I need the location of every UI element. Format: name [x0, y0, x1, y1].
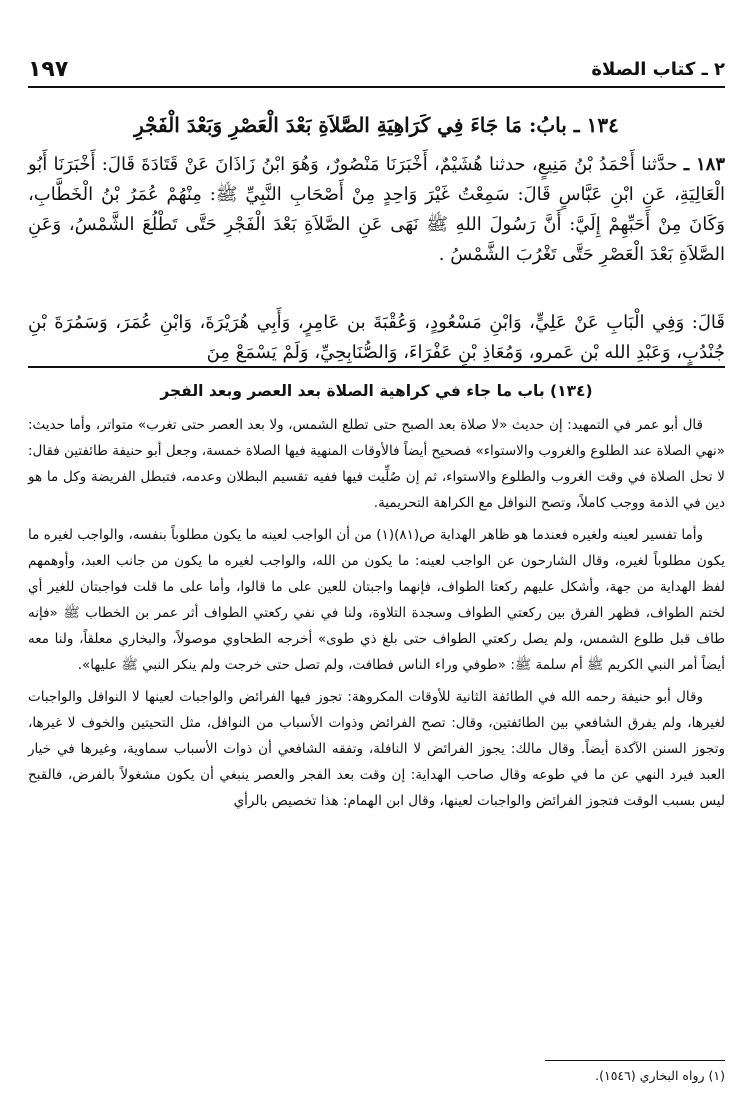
section-divider	[28, 366, 725, 368]
hadith-number: ١٨٣ ـ	[683, 154, 726, 175]
page-header	[28, 52, 725, 88]
hadith-body: حدَّثنا أَحْمَدُ بْنُ مَنِيعٍ، حدثنا هُشَيْمٌ، أَخْبَرَنَا مَنْصُورٌ، وَهُوَ ابْنُ زَاذَانَ عَنْ قَتَادَةَ قَالَ: أَخْبَرَنَا أَبُو الْعَالِيَةِ، عَنِ ابْنِ عَبَّاسٍ قَالَ: سَمِعْتُ غَيْرَ وَاحِدٍ مِنْ أَصْحَابِ النَّبِيِّ ﷺ: مِنْهُمْ عُمَرُ بْنُ الْخَطَّابِ، وَكَانَ مِنْ أَحَبِّهِمْ إِلَيَّ: أَنَّ رَسُولَ اللهِ ﷺ نَهَى عَنِ الصَّلاَةِ بَعْدَ الْفَجْرِ حَتَّى تَطْلُعَ الشَّمْسُ، وَعَنِ الصَّلاَةِ بَعْدَ الْعَصْرِ حَتَّى تَغْرُبَ الشَّمْسُ .	[28, 154, 725, 265]
commentary-paragraph: وأما تفسير لعينه ولغيره فعندما هو ظاهر الهداية ص(٨١)(١) من أن الواجب لعينه ما يكون مطلوباً بنفسه، والواجب لغيره ما يكون مطلوباً لغيره، وقال الشارحون عن الواجب لعينه: ما يكون من الله، والواجب لغيره ما يكون من جانب العبد، وأوهمهم لفظ الهداية من جهة، وأشكل عليهم ركعتا الطواف، فإنهما واجبتان للعين على ما قالوا، وأما على ما قلت فواجبتان للغير أي لختم الطواف، فظهر الفرق بين ركعتي الطواف وسجدة التلاوة، ولنا في نفي ركعتي الطواف أثر عمر بن الخطاب ﷺ «فإنه طاف قبل طلوع الشمس، ولم يصل ركعتي الطواف حتى بلغ ذي طوى» أخرجه الطحاوي موصولاً، والبخاري معلقاً، ولنا معه أيضاً أمر النبي الكريم ﷺ أم سلمة ﷺ: «طوفي وراء الناس فطافت، ولم تصل حتى خرجت ولم ينكر النبي ﷺ عليها».	[28, 527, 725, 673]
commentary-paragraph: وقال أبو حنيفة رحمه الله في الطائفة الثانية للأوقات المكروهة: تجوز فيها الفرائض والواجبات لعينها لا النوافل والواجبات لغيرها، ولم يفرق الشافعي بين الطائفتين، وقال: تصح الفرائض وذوات الأسباب من النوافل، مثل التحيتين والخوف لا غيرها، وتجوز السنن الآكدة أيضاً. وقال مالك: يجوز الفرائض لا النافلة، وتفقه الشافعي أن ذوات الأسباب سماوية، وغيرها في خيار العبد فيرد النهي عن ما في طوعه وقال صاحب الهداية: إن وقت بعد الفجر والعصر ينبغي أن يكون مشغولاً بالفرض، فالقبح ليس بسبب الوقت فتجوز الفرائض والواجبات لعينها، وقال ابن الهمام: هذا تخصيص بالرأي	[28, 689, 725, 809]
tirmidhi-remark: قَالَ: وَفِي الْبَابِ عَنْ عَلِيٍّ، وَابْنِ مَسْعُودٍ، وَعُقْبَةَ بن عَامِرٍ، وَأَبِي هُرَيْرَةَ، وَابْنِ عُمَرَ، وَسَمُرَةَ بْنِ جُنْدُبٍ، وَعَبْدِ الله بْن عَمرو، وَمُعَاذِ بْنِ عَفْرَاءَ، وَالصُّنَابِحِيِّ، وَلَمْ يَسْمَعْ مِنَ	[28, 312, 725, 363]
footnote-rule	[545, 1060, 725, 1061]
hadith-text-block	[28, 150, 725, 270]
hadith-paragraph	[28, 150, 725, 270]
book-page	[28, 0, 725, 1110]
commentary-heading: (١٣٤) باب ما جاء في كراهية الصلاة بعد العصر وبعد الفجر	[160, 382, 593, 400]
running-title: ٢ ـ كتاب الصلاة	[591, 58, 725, 80]
commentary-body	[28, 412, 725, 820]
commentary-paragraph: قال أبو عمر في التمهيد: إن حديث «لا صلاة بعد الصبح حتى تطلع الشمس، ولا بعد العصر حتى تغرب» متواتر، وأما حديث: «نهي الصلاة عند الطلوع والغروب والاستواء» فصحيح أيضاً فالأوقات المنهية فيها الصلاة خمسة، وجعل أبو حنيفة طائفتين فقال: لا تحل الصلاة في وقت الغروب والطلوع والاستواء، ثم إن صُلِّيت فيها ففيه تقسيم البطلان وعدمه، فتبطل الفريضة وكل ما هو دين في الذمة ووجب كاملاً، وتصح النوافل مع الكراهة التحريمية.	[28, 417, 725, 511]
chapter-title: ١٣٤ ـ بابُ: مَا جَاءَ فِي كَرَاهِيَةِ الصَّلاَةِ بَعْدَ الْعَصْرِ وَبَعْدَ الْفَجْرِ	[134, 113, 619, 137]
tirmidhi-remark-block	[28, 308, 725, 368]
page-number: ١٩٧	[28, 56, 69, 82]
footnote: (١) رواه البخاري (١٥٤٦).	[595, 1068, 725, 1083]
